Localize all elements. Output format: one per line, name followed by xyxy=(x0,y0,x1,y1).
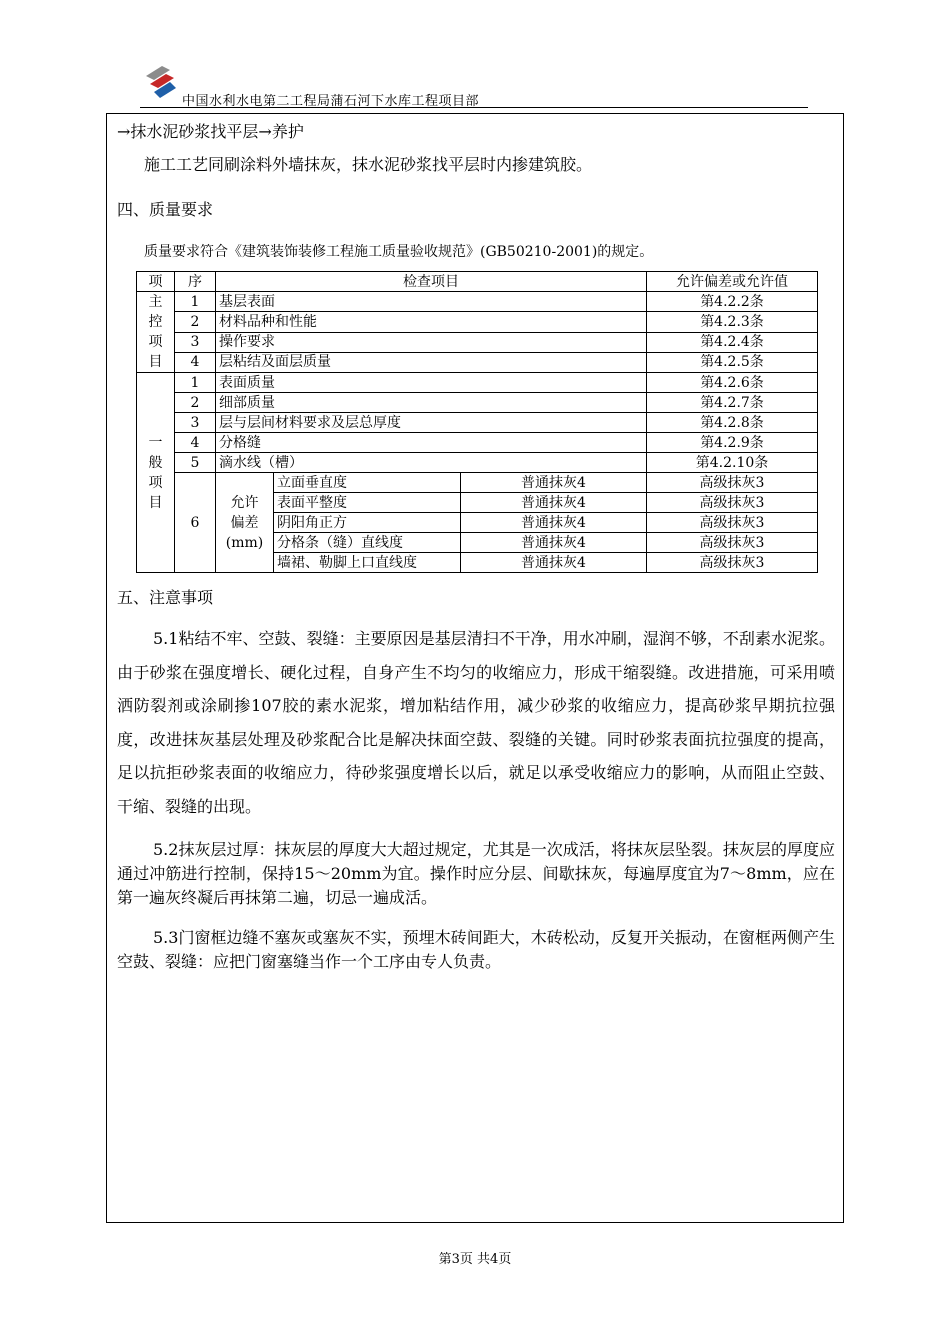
note-5-3: 5.3门窗框边缝不塞灰或塞灰不实，预埋木砖间距大，木砖松动，反复开关振动，在窗框两侧产生空鼓、裂缝：应把门窗塞缝当作一个工序由专人负责。 xyxy=(117,928,835,971)
deviation-item: 阴阳角正方 xyxy=(274,513,461,533)
header-seq: 序 xyxy=(175,272,216,292)
deviation-high: 高级抹灰3 xyxy=(647,553,818,573)
row-seq: 1 xyxy=(175,373,216,393)
section-5-title: 五、注意事项 xyxy=(117,588,214,607)
table-row xyxy=(137,473,818,493)
note-5-1: 5.1粘结不牢、空鼓、裂缝：主要原因是基层清扫不干净，用水冲刷，湿润不够，不刮素水泥浆。由于砂浆在强度增长、硬化过程，自身产生不均匀的收缩应力，形成干缩裂缝。改进措施，可采用喷洒防裂剂或涂刷掺107胶的素水泥浆，增加粘结作用，减少砂浆的收缩应力，提高砂浆早期抗拉强度，改进抹灰基层处理及砂浆配合比是解决抹面空鼓、裂缝的关键。同时砂浆表面抗拉强度的提高，足以抗拒砂浆表面的收缩应力，待砂浆强度增长以后，就足以承受收缩应力的影响，从而阻止空鼓、干缩、裂缝的出现。 xyxy=(117,629,835,816)
header-divider xyxy=(140,107,808,108)
row-seq: 4 xyxy=(175,352,216,372)
table-row xyxy=(137,413,818,433)
table-header-row xyxy=(137,272,818,292)
content-frame xyxy=(106,113,844,1223)
row-item: 滴水线（槽） xyxy=(216,453,647,473)
deviation-label: 允许 偏差 (mm) xyxy=(216,473,274,573)
table-row xyxy=(137,373,818,393)
deviation-item: 表面平整度 xyxy=(274,493,461,513)
main-control-label: 主 控 项 目 xyxy=(137,292,175,373)
row-seq: 2 xyxy=(175,312,216,332)
row-seq: 6 xyxy=(175,473,216,573)
process-flow-line: →抹水泥砂浆找平层→养护 xyxy=(117,122,304,141)
section-4-title: 四、质量要求 xyxy=(117,200,214,219)
table-row xyxy=(137,332,818,352)
table-row xyxy=(137,433,818,453)
row-seq: 3 xyxy=(175,332,216,352)
row-seq: 4 xyxy=(175,433,216,453)
deviation-normal: 普通抹灰4 xyxy=(461,533,647,553)
row-allow: 第4.2.5条 xyxy=(647,352,818,372)
deviation-normal: 普通抹灰4 xyxy=(461,493,647,513)
row-seq: 5 xyxy=(175,453,216,473)
row-item: 层与层间材料要求及层总厚度 xyxy=(216,413,647,433)
row-allow: 第4.2.6条 xyxy=(647,373,818,393)
header-check: 检查项目 xyxy=(216,272,647,292)
table-row xyxy=(137,312,818,332)
row-allow: 第4.2.9条 xyxy=(647,433,818,453)
row-seq: 2 xyxy=(175,393,216,413)
row-seq: 1 xyxy=(175,292,216,312)
table-row xyxy=(137,453,818,473)
table-row xyxy=(137,393,818,413)
table-row xyxy=(137,352,818,372)
row-item: 表面质量 xyxy=(216,373,647,393)
deviation-normal: 普通抹灰4 xyxy=(461,553,647,573)
row-item: 分格缝 xyxy=(216,433,647,453)
deviation-normal: 普通抹灰4 xyxy=(461,473,647,493)
table-row xyxy=(137,292,818,312)
quality-table xyxy=(136,271,818,573)
company-logo-icon xyxy=(140,62,180,102)
row-allow: 第4.2.7条 xyxy=(647,393,818,413)
deviation-high: 高级抹灰3 xyxy=(647,473,818,493)
deviation-item: 立面垂直度 xyxy=(274,473,461,493)
deviation-high: 高级抹灰3 xyxy=(647,493,818,513)
deviation-high: 高级抹灰3 xyxy=(647,533,818,553)
row-item: 层粘结及面层质量 xyxy=(216,352,647,372)
header-item: 项 xyxy=(137,272,175,292)
row-seq: 3 xyxy=(175,413,216,433)
row-item: 材料品种和性能 xyxy=(216,312,647,332)
process-note: 施工工艺同刷涂料外墙抹灰，抹水泥砂浆找平层时内掺建筑胶。 xyxy=(144,155,593,174)
deviation-normal: 普通抹灰4 xyxy=(461,513,647,533)
row-allow: 第4.2.10条 xyxy=(647,453,818,473)
deviation-item: 分格条（缝）直线度 xyxy=(274,533,461,553)
row-item: 操作要求 xyxy=(216,332,647,352)
deviation-high: 高级抹灰3 xyxy=(647,513,818,533)
general-item-label: 一 般 项 目 xyxy=(137,373,175,573)
deviation-item: 墙裙、勒脚上口直线度 xyxy=(274,553,461,573)
row-item: 细部质量 xyxy=(216,393,647,413)
row-allow: 第4.2.4条 xyxy=(647,332,818,352)
row-allow: 第4.2.2条 xyxy=(647,292,818,312)
page-header xyxy=(140,62,808,110)
header-allow: 允许偏差或允许值 xyxy=(647,272,818,292)
page-number: 第3页 共4页 xyxy=(438,1252,512,1267)
row-allow: 第4.2.8条 xyxy=(647,413,818,433)
row-item: 基层表面 xyxy=(216,292,647,312)
row-allow: 第4.2.3条 xyxy=(647,312,818,332)
note-5-2: 5.2抹灰层过厚：抹灰层的厚度大大超过规定，尤其是一次成活，将抹灰层坠裂。抹灰层的厚度应通过冲筋进行控制，保持15～20mm为宜。操作时应分层、间歇抹灰，每遍厚度宜为7～8mm，应在第一遍灰终凝后再抹第二遍，切忌一遍成活。 xyxy=(117,840,835,907)
org-name: 中国水利水电第二工程局蒲石河下水库工程项目部 xyxy=(182,94,480,109)
quality-intro: 质量要求符合《建筑装饰装修工程施工质量验收规范》(GB50210-2001)的规定。 xyxy=(144,244,654,260)
